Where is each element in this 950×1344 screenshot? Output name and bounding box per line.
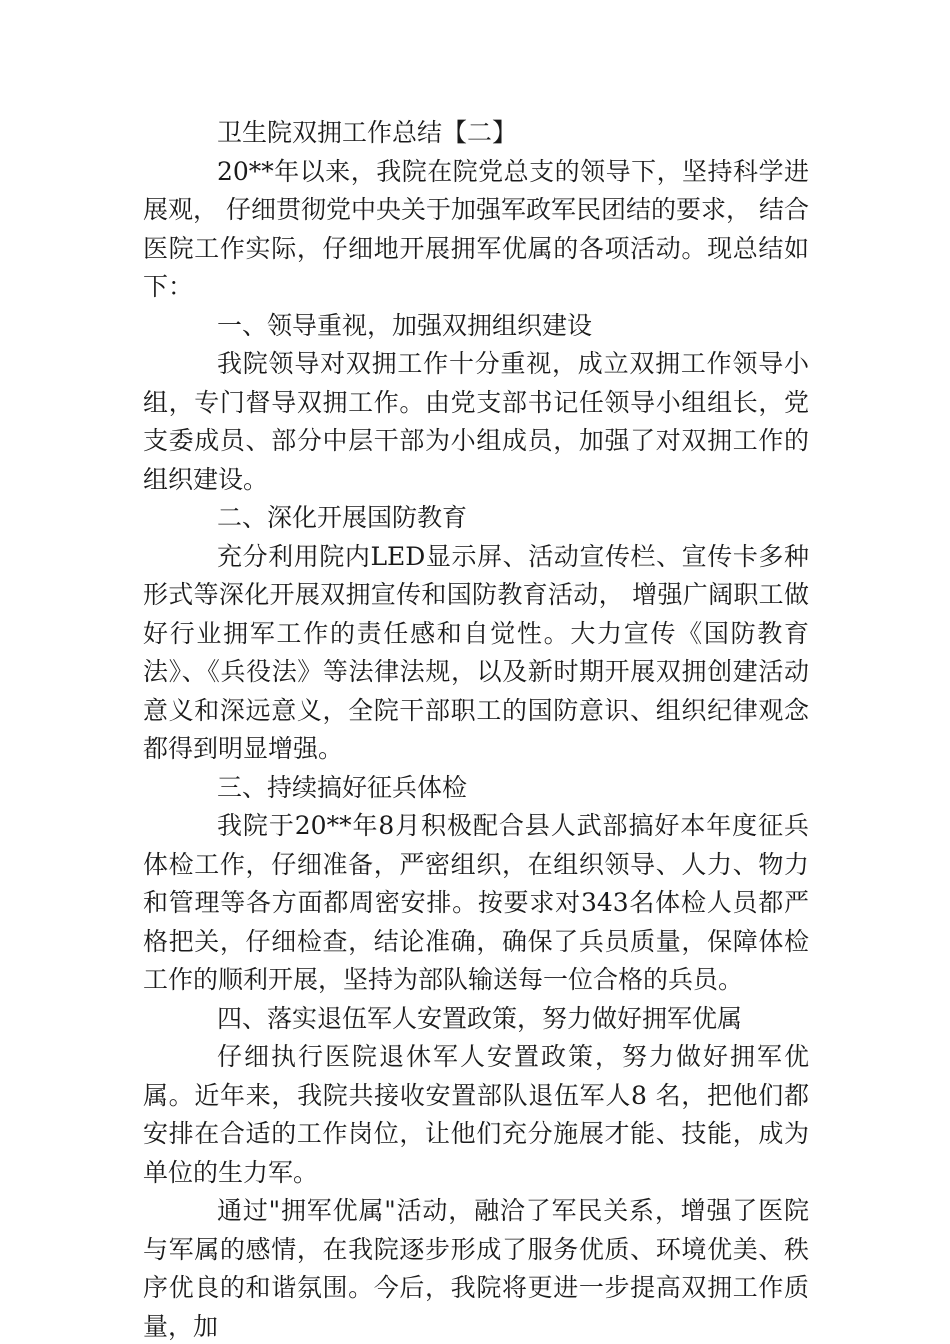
section-heading-2: 二、深化开展国防教育 [217, 503, 468, 532]
section-heading-1: 一、领导重视，加强双拥组织建设 [217, 310, 593, 340]
document-body [143, 114, 809, 1344]
closing-paragraph: 通过"拥军优属"活动，融洽了军民关系，增强了医院与军属的感情，在我院逐步形成了服务优质、环境优美、秩序优良的和谐氛围。今后，我院将更进一步提高双拥工作质量，加 [143, 1196, 809, 1341]
section-paragraph-2: 充分利用院内LED显示屏、活动宣传栏、宣传卡多种形式等深化开展双拥宣传和国防教育活动， 增强广阔职工做好行业拥军工作的责任感和自觉性。大力宣传《国防教育法》、《兵役法》等法律法规，以及新时期开展双拥创建活动意义和深远意义，全院干部职工的国防意识、组织纪律观念都得到明显增强。 [143, 541, 809, 763]
intro-paragraph: 20**年以来，我院在院党总支的领导下，坚持科学进展观， 仔细贯彻党中央关于加强军政军民团结的要求， 结合医院工作实际，仔细地开展拥军优属的各项活动。现总结如下： [143, 156, 809, 301]
section-heading-4: 四、落实退伍军人安置政策，努力做好拥军优属 [217, 1003, 743, 1033]
section-paragraph-3: 我院于20**年8月积极配合县人武部搞好本年度征兵体检工作，仔细准备，严密组织，在组织领导、人力、物力和管理等各方面都周密安排。按要求对343名体检人员都严格把关，仔细检查，结论准确，确保了兵员质量，保障体检工作的顺利开展，坚持为部队输送每一位合格的兵员。 [143, 811, 809, 994]
section-paragraph-4: 仔细执行医院退休军人安置政策，努力做好拥军优属。近年来，我院共接收安置部队退伍军人8 名，把他们都安排在合适的工作岗位，让他们充分施展才能、技能，成为单位的生力军。 [143, 1042, 809, 1187]
section-heading-3: 三、持续搞好征兵体检 [217, 772, 468, 802]
document-title: 卫生院双拥工作总结【二】 [217, 118, 518, 147]
section-paragraph-1: 我院领导对双拥工作十分重视，成立双拥工作领导小组，专门督导双拥工作。由党支部书记任领导小组组长，党支委成员、部分中层干部为小组成员，加强了对双拥工作的组织建设。 [143, 349, 809, 494]
